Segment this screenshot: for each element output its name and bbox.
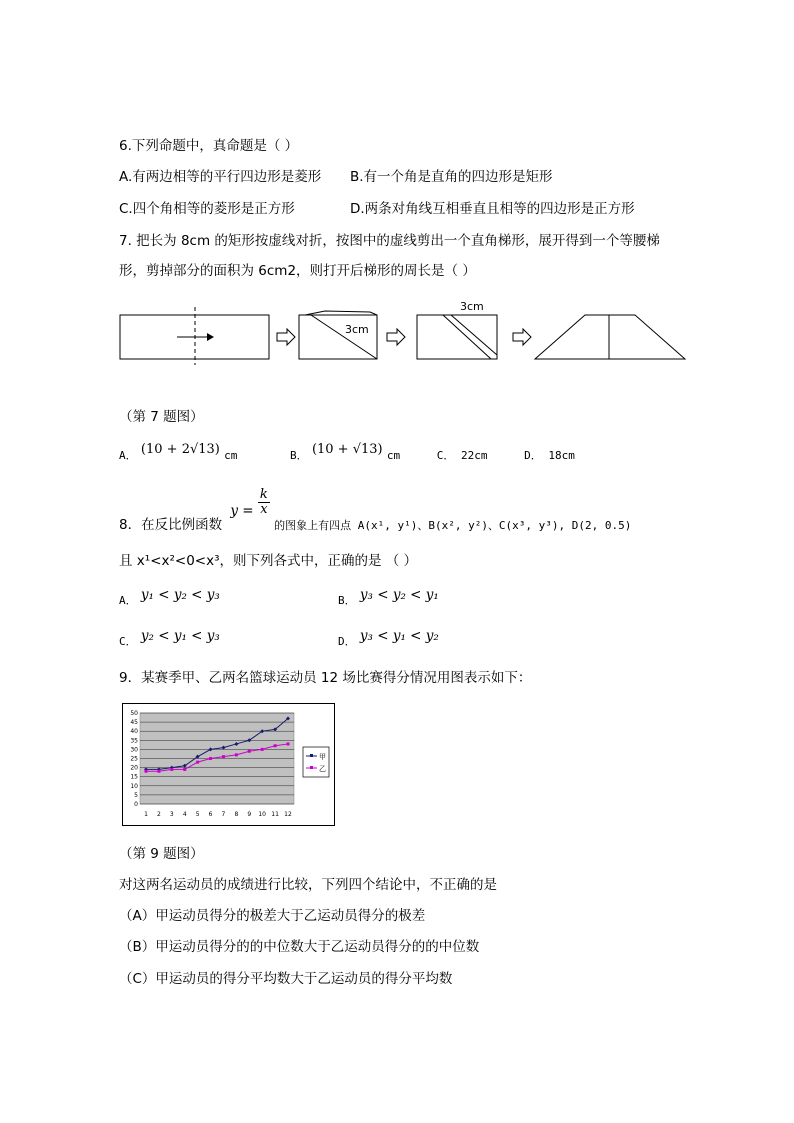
q7-cut-line-2: [443, 315, 491, 359]
q9-point-series2: [287, 742, 290, 745]
q6-stem: 6.下列命题中，真命题是（ ）: [119, 138, 299, 154]
q8-option-a-expr: y₁ < y₂ < y₃: [140, 587, 220, 603]
q7-option-a-label: A．: [119, 449, 137, 462]
q7-label-3cm-a: 3cm: [345, 323, 369, 336]
q9-y-tick-label: 15: [130, 773, 138, 781]
q9-x-tick-label: 3: [169, 811, 174, 818]
q6-option-a: A.有两边相等的平行四边形是菱形: [119, 169, 322, 185]
q9-x-tick-label: 10: [258, 811, 267, 818]
q6-option-b: B.有一个角是直角的四边形是矩形: [350, 169, 553, 185]
q7-figure: [115, 295, 695, 365]
q8-func-numerator: k: [259, 487, 268, 502]
q7-step-arrow-2: [387, 329, 405, 345]
q8-func-fraction: [258, 488, 270, 517]
q8-stem-line1: [119, 487, 632, 533]
q9-y-tick-label: 5: [134, 791, 138, 799]
q9-y-tick-label: 40: [130, 728, 138, 736]
q7-option-d: D． 18cm: [524, 449, 575, 462]
q9-x-tick-label: 6: [208, 811, 213, 818]
q8-option-d-expr: y₃ < y₁ < y₂: [359, 628, 439, 644]
q9-point-series2: [274, 744, 277, 747]
q9-y-tick-label: 20: [130, 764, 138, 772]
q8-option-b-expr: y₃ < y₂ < y₁: [359, 587, 439, 603]
q9-x-tick-label: 4: [182, 811, 187, 818]
q8-option-d-row: [338, 628, 439, 651]
q7-option-b-label: B．: [290, 449, 308, 462]
q9-y-tick-label: 30: [130, 746, 138, 754]
q6-option-c: C.四个角相等的菱形是正方形: [119, 201, 295, 217]
q8-option-a-row: [119, 587, 220, 610]
q7-cut-rect: [417, 315, 497, 359]
q9-point-series2: [170, 768, 173, 771]
q9-option-b: （B）甲运动员得分的的中位数大于乙运动员得分的的中位数: [119, 939, 480, 955]
q9-x-tick-label: 7: [221, 811, 226, 818]
q6-option-d: D.两条对角线互相垂直且相等的四边形是正方形: [350, 201, 635, 217]
q9-y-tick-label: 45: [130, 719, 138, 727]
q7-caption: （第 7 题图）: [119, 409, 204, 425]
q8-option-c-label: C．: [119, 635, 137, 648]
q9-point-series2: [157, 770, 160, 773]
q7-step-arrow-1: [277, 329, 295, 345]
q9-legend: [303, 747, 329, 777]
q9-y-tick-label: 50: [130, 710, 138, 717]
q9-option-c: （C）甲运动员的得分平均数大于乙运动员的得分平均数: [119, 971, 453, 987]
q9-y-tick-label: 25: [130, 755, 138, 763]
q9-y-tick-label: 35: [130, 737, 138, 745]
q9-caption: （第 9 题图）: [119, 846, 204, 862]
q9-point-series2: [183, 768, 186, 771]
q8-func-denominator: x: [260, 502, 268, 517]
q9-legend-label-jia: 甲: [319, 753, 326, 761]
q9-x-tick-label: 1: [144, 811, 148, 818]
q8-stem-post: 的图象上有四点 A(x¹, y¹)、B(x², y²)、C(x³, y³), D(2, 0.5): [274, 518, 632, 532]
q7-trapezoid: [535, 315, 685, 359]
q9-point-series2: [196, 761, 199, 764]
q9-legend-marker-jia: [310, 754, 313, 757]
q9-x-tick-label: 8: [234, 811, 239, 818]
q9-point-series2: [261, 748, 264, 751]
q7-option-c: C． 22cm: [436, 449, 488, 462]
q7-options: [119, 442, 575, 465]
q7-label-3cm-b: 3cm: [460, 300, 484, 313]
q9-point-series2: [248, 750, 251, 753]
q7-arrowhead: [207, 333, 214, 341]
q7-option-b-unit: cm: [386, 449, 401, 462]
q7-cut-line-1: [311, 315, 377, 359]
q8-option-b-label: B．: [338, 594, 356, 607]
q7-stem-line1: 7. 把长为 8cm 的矩形按虚线对折，按图中的虚线剪出一个直角梯形，展开得到一个等腰梯: [119, 233, 660, 249]
q9-legend-marker-yi: [310, 766, 313, 769]
q7-folded-rect: [299, 315, 377, 359]
q8-stem-pre: 8．在反比例函数: [119, 516, 223, 533]
q9-legend-label-yi: 乙: [319, 765, 326, 773]
q9-y-tick-label: 10: [130, 782, 138, 790]
q7-cut-line-3: [451, 315, 497, 355]
q9-x-tick-label: 11: [271, 811, 279, 818]
q9-line1: 对这两名运动员的成绩进行比较，下列四个结论中，不正确的是: [119, 877, 497, 893]
q9-x-tick-label: 12: [284, 811, 292, 818]
q9-x-tick-label: 9: [247, 811, 252, 818]
q9-x-tick-label: 5: [195, 811, 200, 818]
q8-func-lhs: y =: [230, 502, 254, 519]
q9-y-tick-label: 0: [134, 801, 138, 808]
q7-step-arrow-3: [513, 329, 531, 345]
q9-point-series2: [235, 753, 238, 756]
q7-stem-line2: 形，剪掉部分的面积为 6cm2，则打开后梯形的周长是（ ）: [119, 263, 476, 279]
q7-option-b-expr: (10 + √13): [311, 442, 383, 457]
q7-fold-layer: [305, 311, 377, 315]
q9-point-series2: [209, 757, 212, 760]
q8-option-c-row: [119, 628, 220, 651]
q9-chart: [122, 703, 335, 826]
q8-option-d-label: D．: [338, 635, 356, 648]
q9-stem: 9．某赛季甲、乙两名篮球运动员 12 场比赛得分情况用图表示如下：: [119, 670, 532, 686]
q8-option-a-label: A．: [119, 594, 137, 607]
q8-option-c-expr: y₂ < y₁ < y₃: [140, 628, 220, 644]
q9-point-series2: [222, 755, 225, 758]
q9-option-a: （A）甲运动员得分的极差大于乙运动员得分的极差: [119, 908, 426, 924]
q8-stem-line2: 且 x¹<x²<0<x³，则下列各式中，正确的是 （ ）: [119, 553, 418, 569]
q9-point-series2: [145, 770, 148, 773]
q8-option-b-row: [338, 587, 439, 610]
q7-option-a-unit: cm: [224, 449, 238, 462]
q7-option-a-expr: (10 + 2√13): [140, 442, 220, 457]
q9-x-tick-label: 2: [156, 811, 161, 818]
